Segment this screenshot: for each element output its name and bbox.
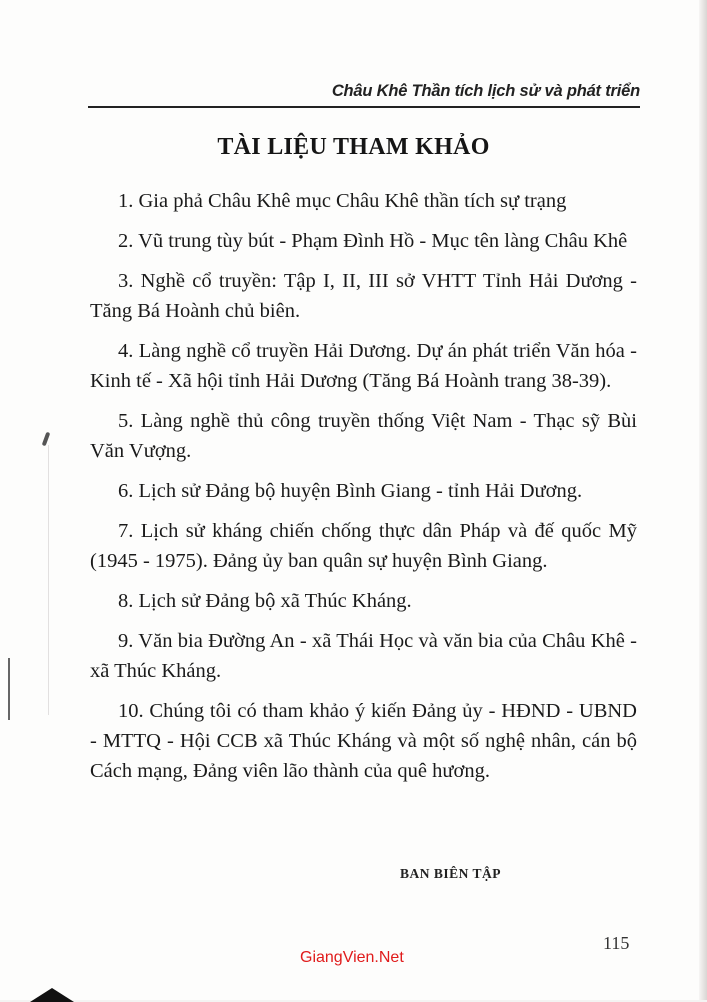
editorial-board-signature: BAN BIÊN TẬP [400, 866, 502, 881]
reference-item-9: 9. Văn bia Đường An - xã Thái Học và văn bia của Châu Khê - xã Thúc Kháng. [90, 630, 637, 682]
reference-item-3: 3. Nghề cổ truyền: Tập I, II, III sở VHTT Tỉnh Hải Dương - Tăng Bá Hoành chủ biên. [90, 270, 637, 322]
reference-list [90, 186, 637, 796]
page-title: TÀI LIỆU THAM KHẢO [217, 134, 490, 160]
running-header [88, 76, 640, 108]
reference-item-1: 1. Gia phả Châu Khê mục Châu Khê thần tích sự trạng [118, 190, 567, 212]
watermark-link[interactable]: GiangVien.Net [300, 949, 404, 966]
reference-item-4: 4. Làng nghề cổ truyền Hải Dương. Dự án phát triển Văn hóa - Kinh tế - Xã hội tỉnh Hải Dương (Tăng Bá Hoành trang 38-39). [90, 340, 637, 392]
page-number: 115 [603, 933, 630, 953]
margin-crease-line [48, 445, 49, 715]
reference-item-2: 2. Vũ trung tùy bút - Phạm Đình Hồ - Mục tên làng Châu Khê [118, 230, 628, 252]
margin-edge-line [8, 658, 10, 720]
reference-item-7: 7. Lịch sử kháng chiến chống thực dân Pháp và đế quốc Mỹ (1945 - 1975). Đảng ủy ban quân sự huyện Bình Giang. [90, 520, 637, 572]
reference-item-8: 8. Lịch sử Đảng bộ xã Thúc Kháng. [118, 590, 412, 612]
running-header-text: Châu Khê Thần tích lịch sử và phát triển [331, 82, 640, 100]
reference-item-10: 10. Chúng tôi có tham khảo ý kiến Đảng ủy - HĐND - UBND - MTTQ - Hội CCB xã Thúc Kháng và một số nghệ nhân, cán bộ Cách mạng, Đảng viên lão thành của quê hương. [90, 700, 637, 782]
reference-item-5: 5. Làng nghề thủ công truyền thống Việt Nam - Thạc sỹ Bùi Văn Vượng. [90, 410, 637, 462]
reference-item-6: 6. Lịch sử Đảng bộ huyện Bình Giang - tỉnh Hải Dương. [118, 480, 583, 502]
